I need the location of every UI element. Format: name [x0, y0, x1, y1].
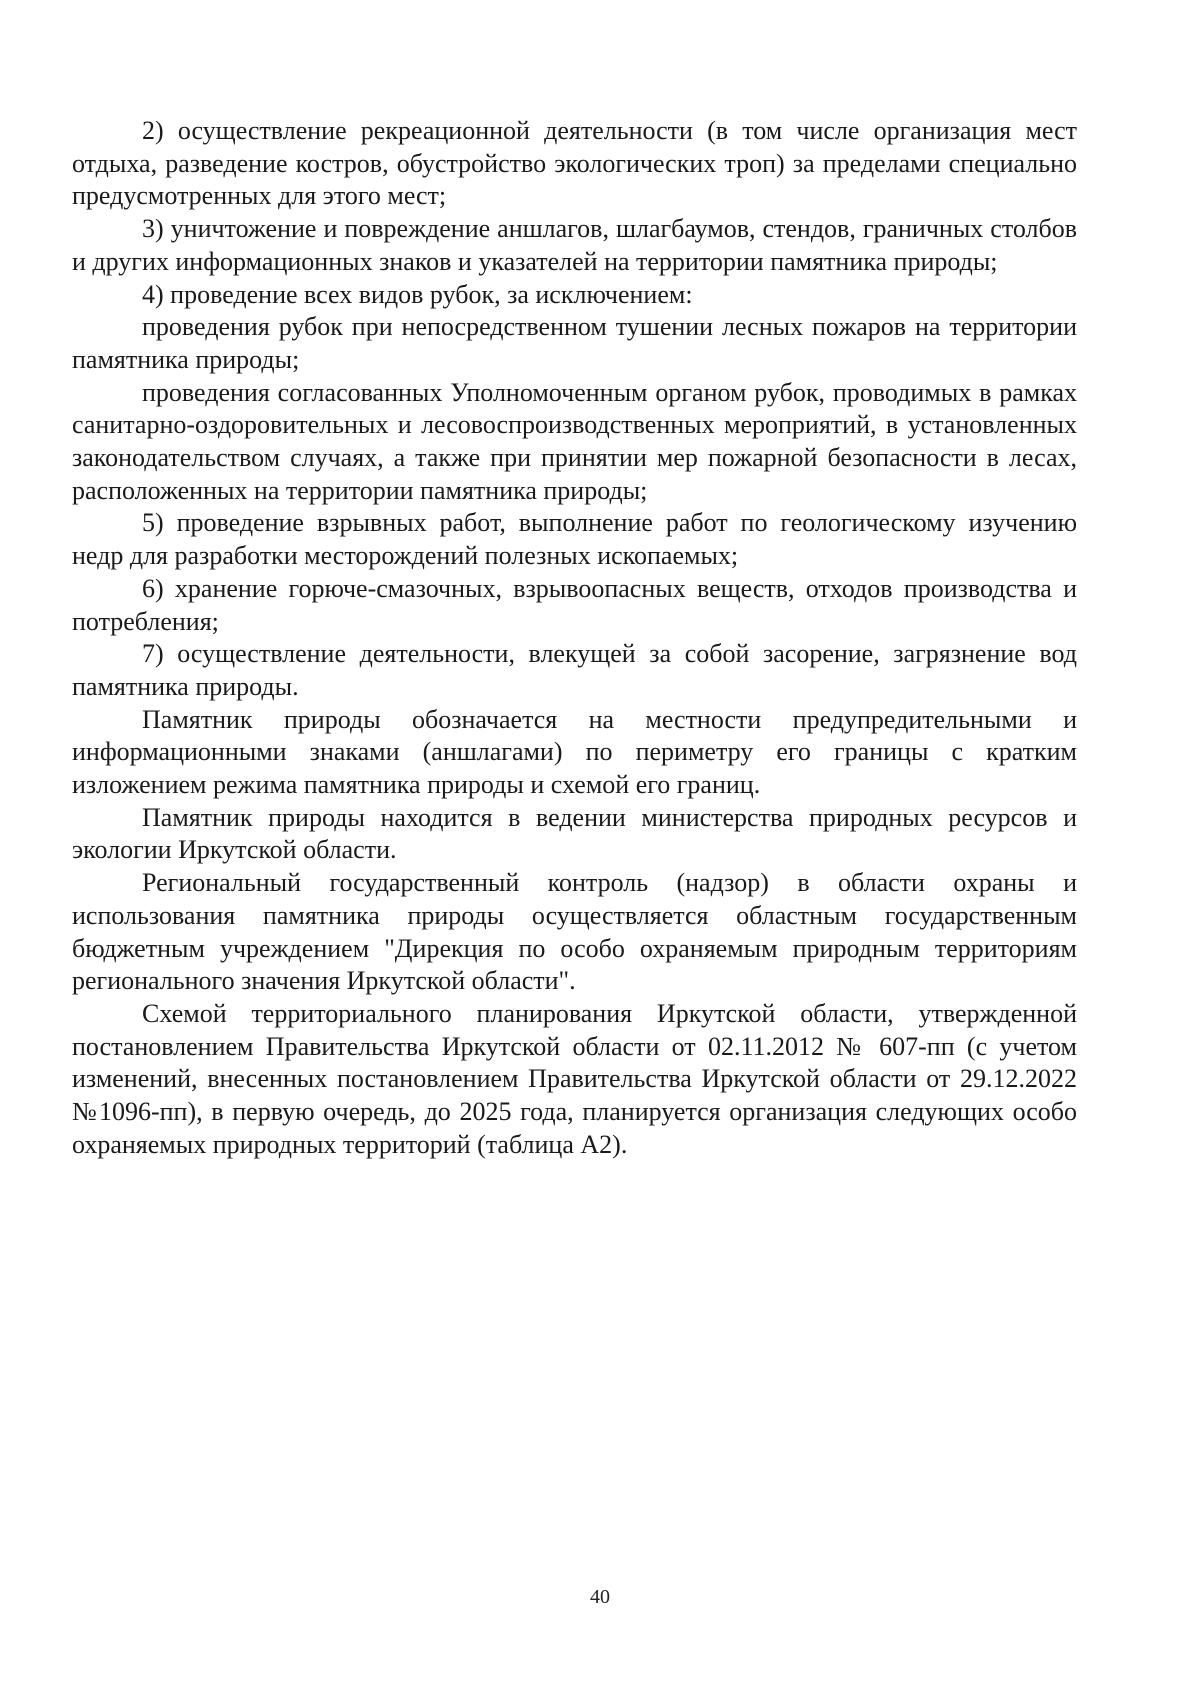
- paragraph-item-4: 4) проведение всех видов рубок, за исключением:: [142, 279, 693, 309]
- paragraph-control: Региональный государственный контроль (надзор) в области охраны и использования памятника природы осуществляется областным государственным бюджетным учреждением "Дирекция по особо охраняемым природным территориям регионального значения Иркутской области".: [72, 868, 1077, 996]
- paragraph-item-7: 7) осуществление деятельности, влекущей за собой засорение, загрязнение вод памятника природы.: [72, 639, 1077, 701]
- paragraph-ministry: Памятник природы находится в ведении министерства природных ресурсов и экологии Иркутской области.: [72, 802, 1077, 865]
- paragraph-item-2: 2) осуществление рекреационной деятельности (в том числе организация мест отдыха, разведение костров, обустройство экологических троп) за пределами специально предусмотренных для этого мест;: [72, 116, 1077, 211]
- document-body: [72, 115, 1077, 1162]
- paragraph-exception-sanitary: проведения согласованных Уполномоченным органом рубок, проводимых в рамках санитарно-оздоровительных и лесовоспроизводственных мероприятий, в установленных законодательством случаях, а также при принятии мер пожарной безопасности в лесах, расположенных на территории памятника природы;: [72, 377, 1077, 505]
- paragraph-item-3: 3) уничтожение и повреждение аншлагов, шлагбаумов, стендов, граничных столбов и других информационных знаков и указателей на территории памятника природы;: [72, 214, 1077, 276]
- paragraph-exception-fire: проведения рубок при непосредственном тушении лесных пожаров на территории памятника природы;: [72, 312, 1077, 374]
- paragraph-item-5: 5) проведение взрывных работ, выполнение работ по геологическому изучению недр для разработки месторождений полезных ископаемых;: [72, 508, 1077, 571]
- paragraph-signage: Памятник природы обозначается на местности предупредительными и информационными знаками (аншлагами) по периметру его границы с кратким изложением режима памятника природы и схемой его границ.: [72, 704, 1077, 800]
- paragraph-planning-scheme: Схемой территориального планирования Иркутской области, утвержденной постановлением Правительства Иркутской области от 02.11.2012 № 607-пп (с учетом изменений, внесенных постановлением Правительства Иркутской области от 29.12.2022 №1096-пп), в первую очередь, до 2025 года, планируется организация следующих особо охраняемых природных территорий (таблица А2).: [72, 998, 1077, 1159]
- page-number: 40: [590, 1586, 610, 1608]
- paragraph-item-6: 6) хранение горюче-смазочных, взрывоопасных веществ, отходов производства и потребления;: [72, 573, 1077, 636]
